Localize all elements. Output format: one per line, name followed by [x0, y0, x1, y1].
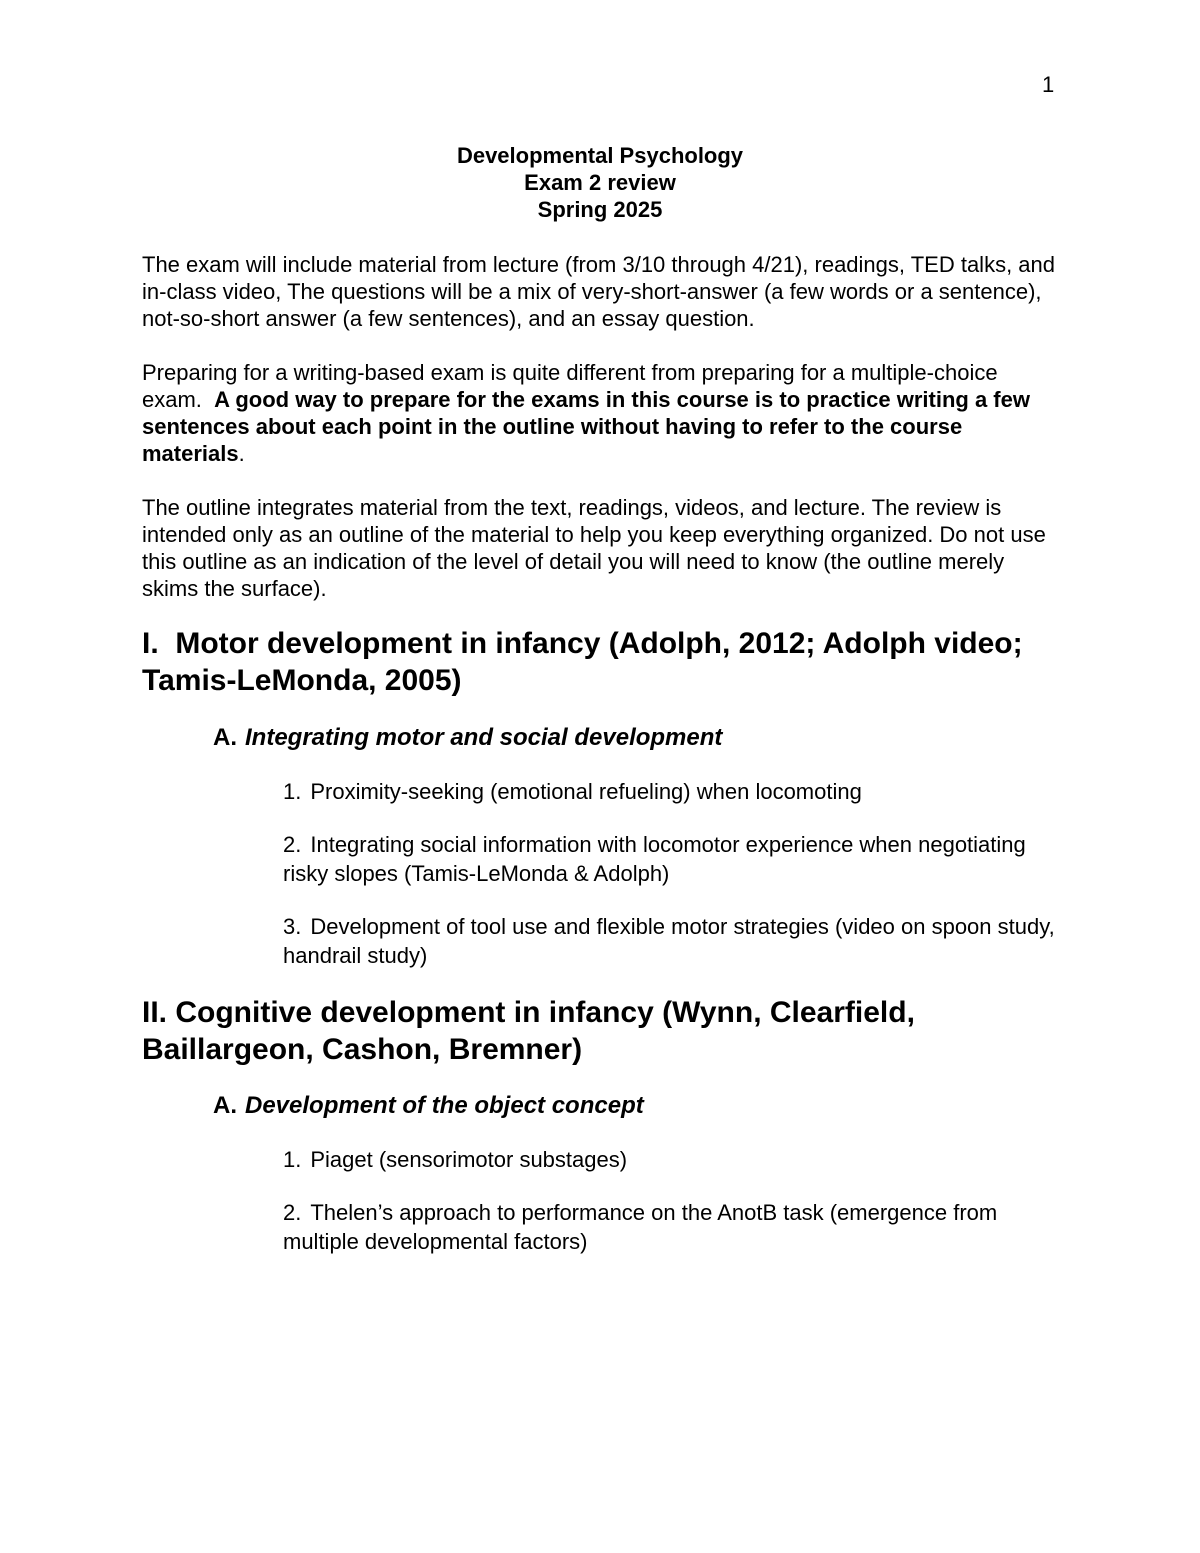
- list-item-number: 2.: [283, 832, 302, 857]
- list-item-text: Development of tool use and flexible motor strategies (video on spoon study, handrail study): [283, 914, 1055, 968]
- list-item-number: 3.: [283, 914, 302, 939]
- document-title: [0, 142, 1200, 223]
- subsection-letter: A.: [213, 1092, 237, 1119]
- title-term: Spring 2025: [537, 197, 663, 222]
- section-heading-cognitive: [142, 994, 1062, 1068]
- preparation-end: .: [238, 441, 245, 466]
- section-title: Cognitive development in infancy (Wynn, Clearfield, Baillargeon, Cashon, Bremner): [142, 996, 915, 1066]
- list-item-text: Integrating social information with locomotor experience when negotiating risky slopes (Tamis-LeMonda & Adolph): [283, 832, 1026, 886]
- list-item-text: Piaget (sensorimotor substages): [310, 1147, 628, 1172]
- title-exam: Exam 2 review: [524, 170, 676, 195]
- section-title: Motor development in infancy (Adolph, 2012; Adolph video; Tamis-LeMonda, 2005): [142, 627, 1023, 697]
- preparation-paragraph: [142, 359, 1062, 467]
- list-item-number: 2.: [283, 1200, 302, 1225]
- list-item: [283, 912, 1063, 970]
- list-item-number: 1.: [283, 779, 302, 804]
- list-item: [283, 1145, 1063, 1174]
- list-item: [283, 777, 1063, 806]
- page-number: 1: [1042, 72, 1055, 97]
- subsection-heading-object-concept: [213, 1091, 644, 1121]
- list-item-text: Thelen’s approach to performance on the AnotB task (emergence from multiple developmental factors): [283, 1200, 998, 1254]
- list-item-number: 1.: [283, 1147, 302, 1172]
- list-item: [283, 830, 1063, 888]
- section-numeral: I.: [142, 627, 159, 660]
- subsection-heading-motor-social: [213, 723, 722, 753]
- intro-paragraph: The exam will include material from lecture (from 3/10 through 4/21), readings, TED talks, and in-class video, The questions will be a mix of very-short-answer (a few words or a sentence), not-so-short answer (a few sentences), and an essay question.: [142, 252, 1055, 331]
- preparation-advice: A good way to prepare for the exams in this course is to practice writing a few sentences about each point in the outline without having to refer to the course materials: [142, 387, 1030, 466]
- outline-note-paragraph: The outline integrates material from the text, readings, videos, and lecture. The review is intended only as an outline of the material to help you keep everything organized. Do not use this outline as an indication of the level of detail you will need to know (the outline merely skims the surface).: [142, 495, 1046, 601]
- subsection-title: Development of the object concept: [245, 1092, 644, 1119]
- subsection-letter: A.: [213, 724, 237, 751]
- list-item: [283, 1198, 1063, 1256]
- section-heading-motor: [142, 625, 1062, 699]
- list-item-text: Proximity-seeking (emotional refueling) when locomoting: [310, 779, 862, 804]
- title-course: Developmental Psychology: [456, 143, 744, 168]
- section-numeral: II.: [142, 996, 168, 1029]
- subsection-title: Integrating motor and social development: [245, 724, 723, 751]
- preparation-text: Preparing for a writing-based exam is quite different from preparing for a multiple-choice exam.: [142, 360, 998, 412]
